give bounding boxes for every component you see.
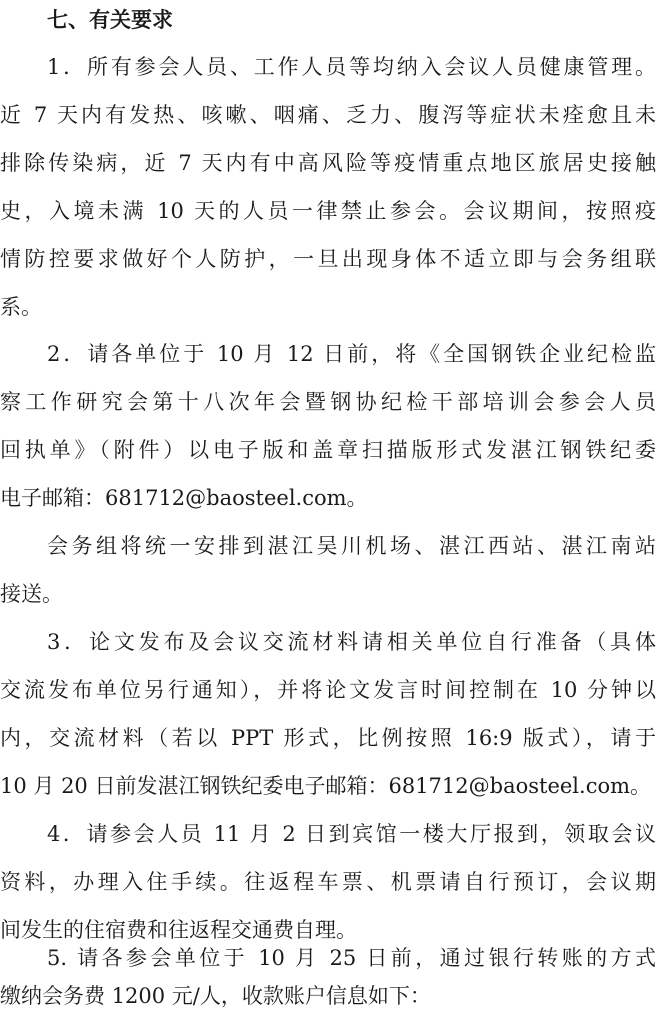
- paragraph-5-line-1: 5. 请各参会单位于 10 月 25 日前，通过银行转账的方式: [47, 946, 656, 970]
- paragraph-4-line-3: 间发生的住宿费和往返程交通费自理。: [0, 918, 357, 942]
- paragraph-2-line-1: 2．请各单位于 10 月 12 日前，将《全国钢铁企业纪检监: [47, 342, 656, 366]
- paragraph-3-line-2: 交流发布单位另行通知），并将论文发言时间控制在 10 分钟以: [0, 678, 656, 702]
- paragraph-1-line-4: 史，入境未满 10 天的人员一律禁止参会。会议期间，按照疫: [0, 199, 656, 223]
- paragraph-5-line-2: 缴纳会务费 1200 元/人，收款账户信息如下：: [0, 984, 431, 1008]
- paragraph-pickup-line-2: 接送。: [0, 582, 63, 606]
- paragraph-4-line-2: 资料，办理入住手续。往返程车票、机票请自行预订，会议期: [0, 870, 656, 894]
- paragraph-2-line-2: 察工作研究会第十八次年会暨钢协纪检干部培训会参会人员: [0, 390, 656, 414]
- paragraph-4-line-1: 4．请参会人员 11 月 2 日到宾馆一楼大厅报到，领取会议: [47, 822, 656, 846]
- paragraph-pickup-line-1: 会务组将统一安排到湛江吴川机场、湛江西站、湛江南站: [47, 534, 656, 558]
- section-heading: 七、有关要求: [47, 7, 173, 32]
- paragraph-1-line-6: 系。: [0, 295, 42, 319]
- paragraph-3-line-4: 10 月 20 日前发湛江钢铁纪委电子邮箱：681712@baosteel.com。: [0, 774, 652, 798]
- paragraph-2-line-3: 回执单》（附件）以电子版和盖章扫描版形式发湛江钢铁纪委: [0, 438, 656, 462]
- paragraph-1-line-3: 排除传染病，近 7 天内有中高风险等疫情重点地区旅居史接触: [0, 151, 656, 175]
- paragraph-1-line-2: 近 7 天内有发热、咳嗽、咽痛、乏力、腹泻等症状未痊愈且未: [0, 103, 656, 127]
- paragraph-3-line-3: 内，交流材料（若以 PPT 形式，比例按照 16:9 版式），请于: [0, 726, 656, 750]
- paragraph-1-line-1: 1．所有参会人员、工作人员等均纳入会议人员健康管理。: [47, 55, 656, 79]
- paragraph-3-line-1: 3．论文发布及会议交流材料请相关单位自行准备（具体: [47, 630, 656, 654]
- paragraph-2-line-4: 电子邮箱：681712@baosteel.com。: [0, 486, 368, 510]
- paragraph-1-line-5: 情防控要求做好个人防护，一旦出现身体不适立即与会务组联: [0, 247, 656, 271]
